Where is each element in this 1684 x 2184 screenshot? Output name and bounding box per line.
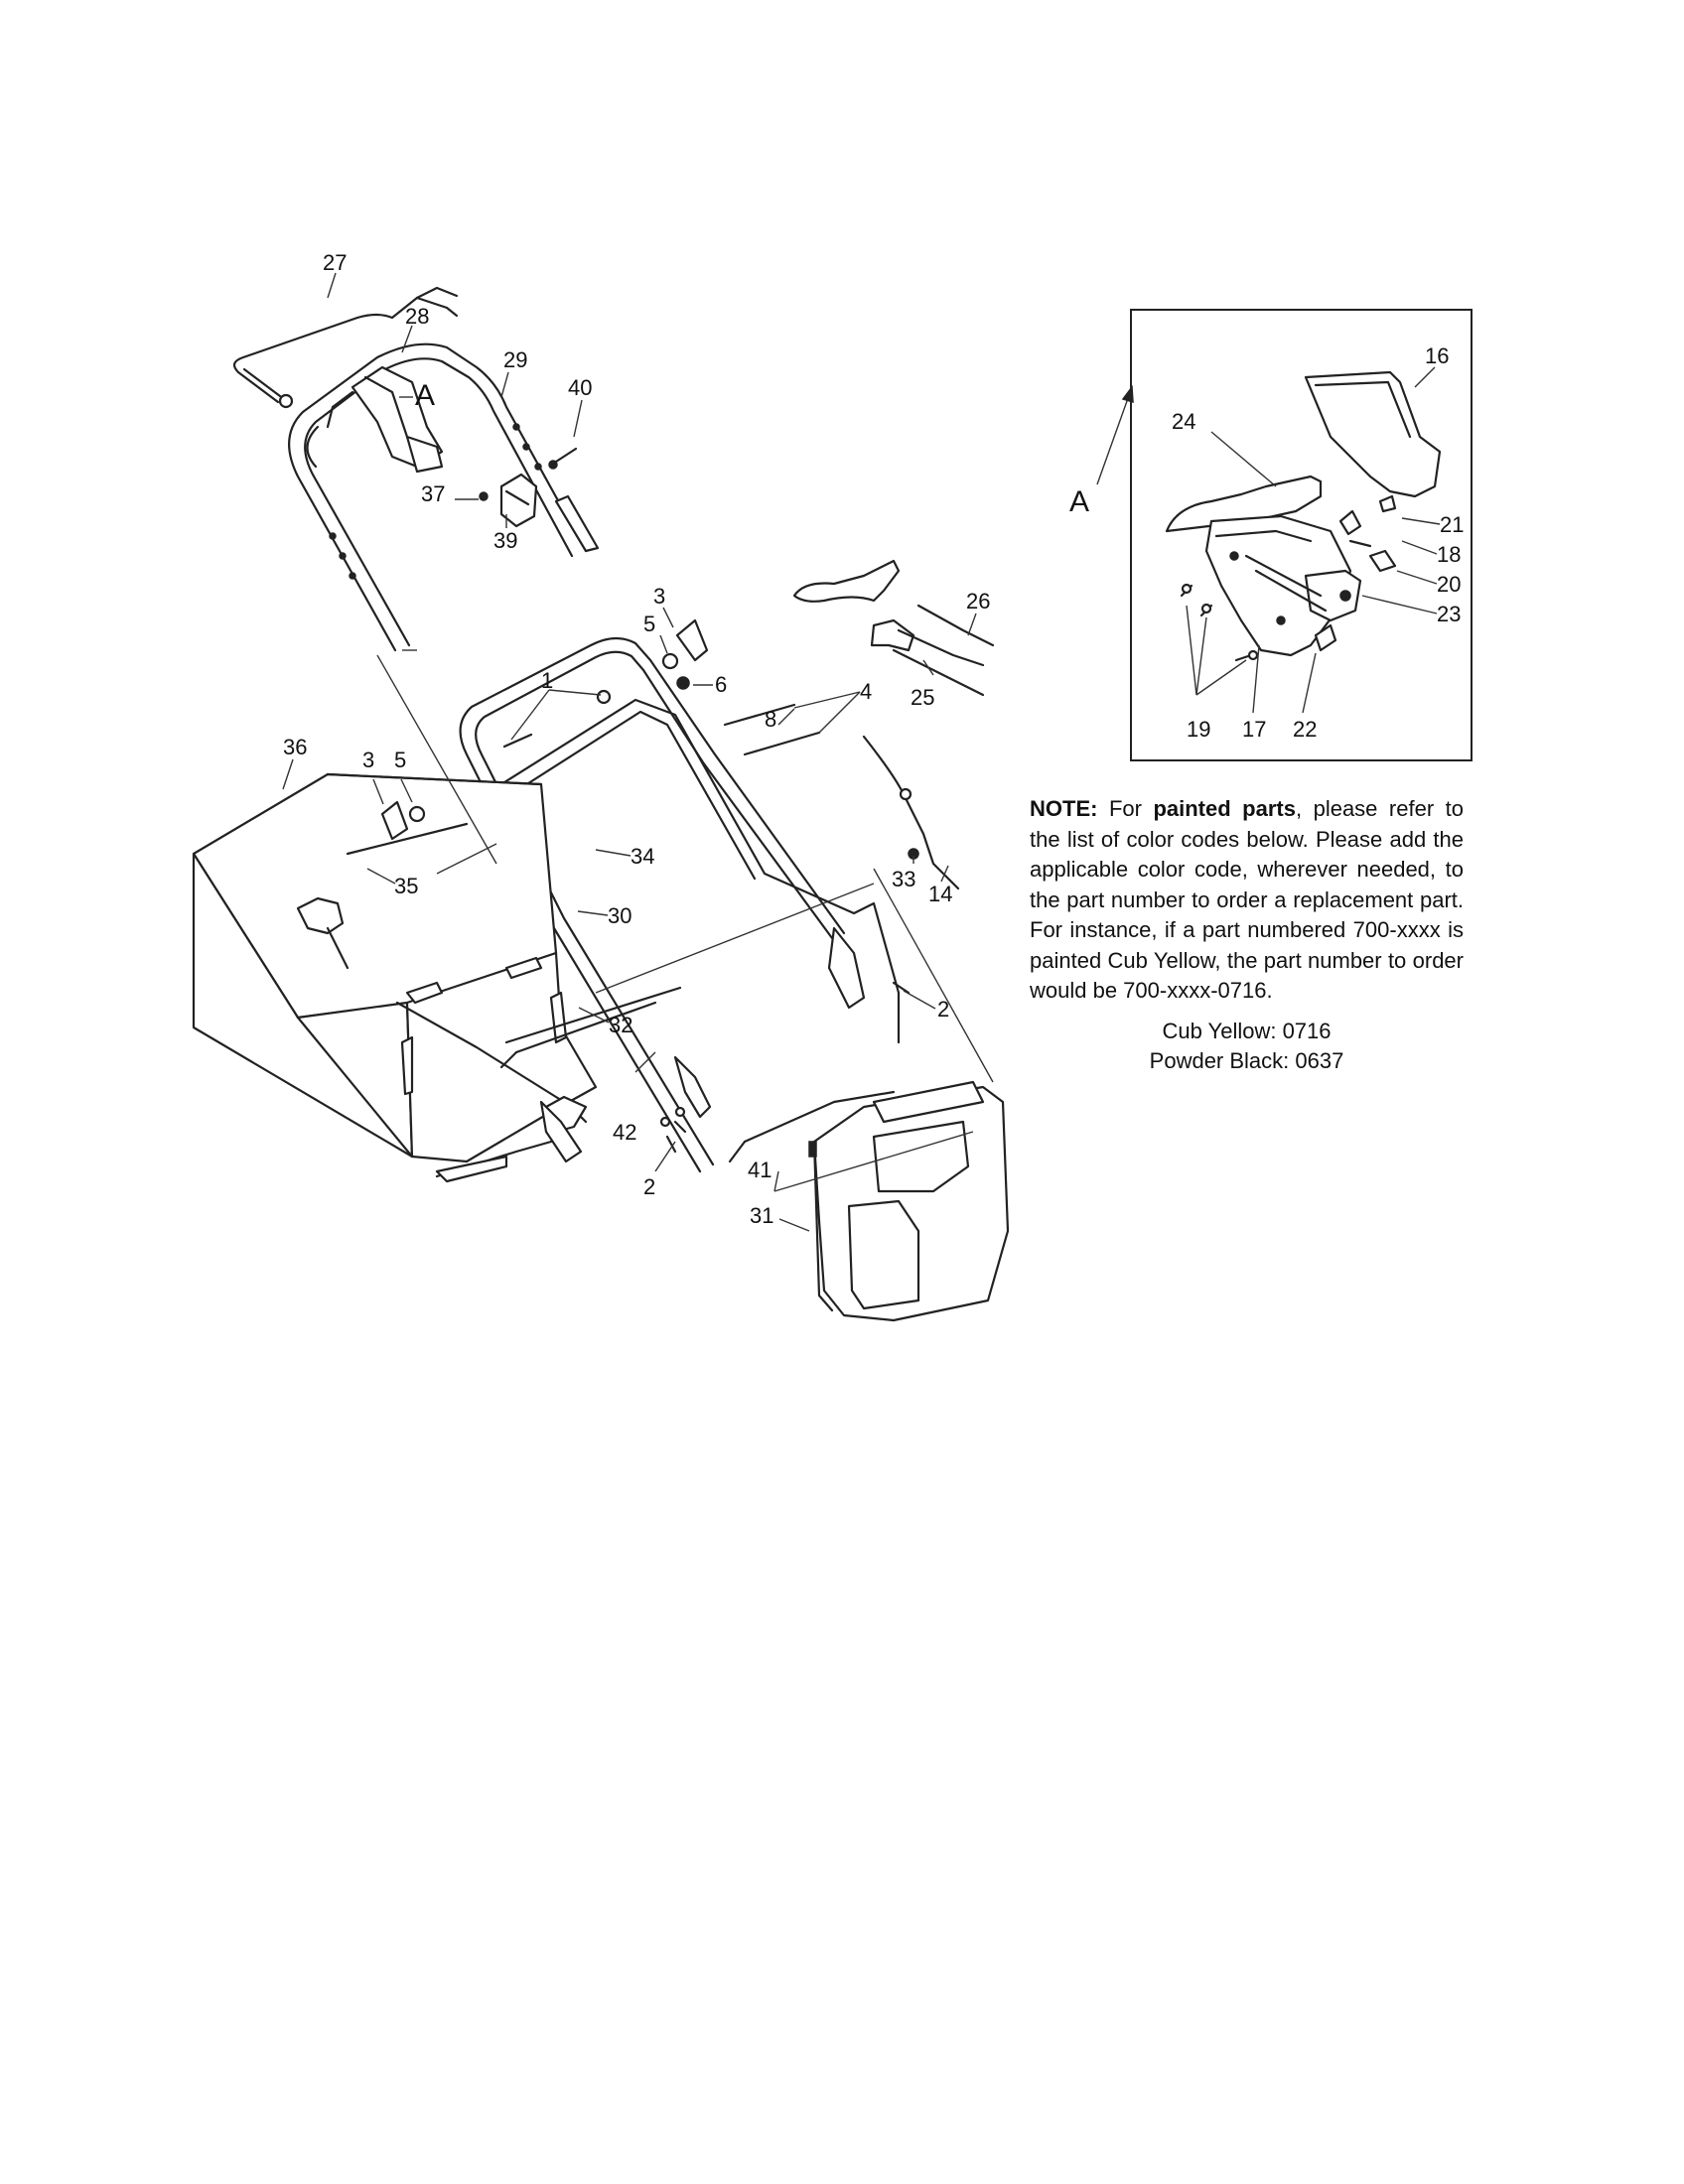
callout-33: 33	[892, 867, 916, 891]
callout-26: 26	[966, 589, 991, 614]
inset-frame	[1130, 309, 1473, 761]
carriage-bolt	[504, 735, 531, 747]
callout-8: 8	[765, 707, 777, 732]
callout-40: 40	[568, 375, 593, 400]
color-code-cub-yellow: Cub Yellow: 0716	[1162, 1019, 1332, 1043]
note-text-2: , please refer to the list of color codes below. Please add the applicable color code, wherever needed, to the part number to order a replacement part. For instance, if a part numbered 700-xxxx is painted Cub Yellow, the part number to order would be 700-xxxx-0716.	[1030, 796, 1464, 1003]
inset-callout-A: A	[1069, 485, 1090, 518]
callout-2a: 2	[937, 997, 950, 1022]
callout-19: 19	[1187, 717, 1211, 742]
note-lead: NOTE:	[1030, 796, 1098, 821]
callout-16: 16	[1425, 343, 1450, 368]
color-code-powder-black: Powder Black: 0637	[1149, 1048, 1344, 1073]
callout-6: 6	[715, 672, 728, 697]
callout-39: 39	[493, 528, 518, 553]
callout-A: A	[415, 379, 436, 412]
callout-4: 4	[860, 679, 873, 704]
callout-37: 37	[421, 481, 446, 506]
callout-31: 31	[750, 1203, 774, 1228]
callout-5b: 5	[394, 748, 407, 772]
callout-21: 21	[1440, 512, 1465, 537]
callout-3b: 3	[362, 748, 375, 772]
callout-42: 42	[613, 1120, 637, 1145]
callout-30: 30	[608, 903, 632, 928]
note-bold: painted parts	[1153, 796, 1296, 821]
callout-41: 41	[748, 1158, 772, 1182]
callout-2b: 2	[643, 1174, 656, 1199]
callout-32: 32	[609, 1013, 633, 1037]
callout-18: 18	[1437, 542, 1462, 567]
painted-parts-note	[1030, 794, 1464, 1007]
callout-35: 35	[394, 874, 419, 898]
bolt	[556, 449, 576, 462]
callout-29: 29	[503, 347, 528, 372]
callout-1: 1	[541, 668, 554, 693]
grass-bag	[194, 774, 680, 1181]
callout-25: 25	[911, 685, 935, 710]
rear-discharge-door	[809, 1082, 1008, 1320]
callout-36: 36	[283, 735, 308, 759]
callout-23: 23	[1437, 602, 1462, 626]
callout-22: 22	[1293, 717, 1318, 742]
note-text-1: For	[1097, 796, 1154, 821]
callout-34: 34	[631, 844, 655, 869]
cable	[745, 733, 819, 754]
callout-3: 3	[653, 584, 666, 609]
cable	[725, 705, 794, 725]
callout-20: 20	[1437, 572, 1462, 597]
callout-5: 5	[643, 612, 656, 636]
cable-bracket	[480, 475, 536, 526]
callout-24: 24	[1172, 409, 1196, 434]
handle-bracket	[829, 928, 864, 1008]
color-code-list	[1030, 1017, 1464, 1076]
callout-14: 14	[928, 882, 953, 906]
drive-lever	[794, 561, 993, 695]
callout-17: 17	[1242, 717, 1267, 742]
callout-27: 27	[323, 250, 348, 275]
inset-pointer	[1069, 387, 1133, 518]
callout-28: 28	[405, 304, 430, 329]
